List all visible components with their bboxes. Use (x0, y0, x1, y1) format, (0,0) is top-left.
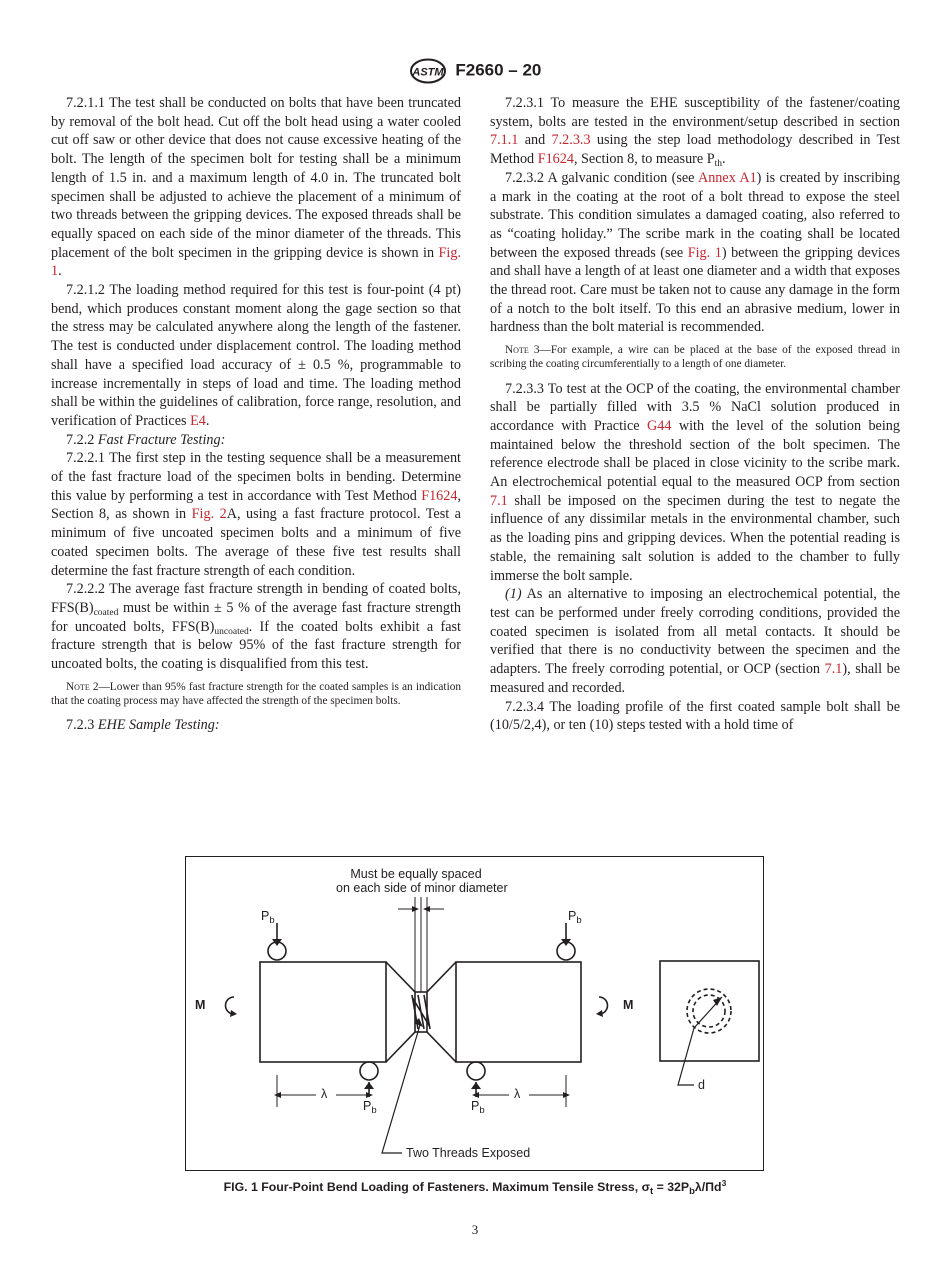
figure-caption: FIG. 1 Four-Point Bend Loading of Fasteners. Maximum Tensile Stress, $\sigma_t = 32P_b\lambda/\Pi d^3$ (223, 1178, 727, 1198)
label-moment-right: M (623, 998, 634, 1012)
left-grip-block (260, 962, 386, 1062)
left-column (51, 94, 461, 735)
label-pb-top-left: $P_b$ (261, 909, 275, 926)
para-7-2-1-1: 7.2.1.1 The test shall be conducted on bolts that have been truncated by removal of the bolt head. Cut off the bolt head using a water cooled cut off saw or other device that does not cause excessive heating of the bolt. The length of the specimen bolt for testing shall be a minimum length of 1.5 in. and a maximum length of 4.0 in. The truncated bolt specimen shall be adjusted to achieve the placement of a minimum of two threads between the gripping devices. The exposed threads shall be equally spaced on each side of the minor diameter of the threads. This placement of the bolt specimen in the gripping device is shown in Fig. 1. (51, 95, 461, 280)
label-lambda-left: λ (321, 1087, 328, 1101)
link-g44[interactable]: G44 (647, 417, 672, 434)
left-taper (386, 962, 415, 1062)
link-fig-2[interactable]: Fig. 2 (191, 506, 227, 523)
right-column (490, 94, 900, 735)
label-pb-bottom-right: $P_b$ (471, 1099, 485, 1116)
label-d: d (698, 1078, 705, 1092)
para-7-2-1-2: 7.2.1.2 The loading method required for this test is four-point (4 pt) bend, which produces constant moment along the gage section so that the stress may be calculated anywhere along the length of the fastener. The test is conducted under displacement control. The loading method shall have a specified load accuracy of ± 0.5 %, programmable to increase incrementally in steps of load and time. The loading method shall be within the guidelines of calibration, force range, resolution, and verification of Practices E4. (51, 282, 461, 429)
link-annex-a1[interactable]: Annex A1 (697, 169, 757, 186)
para-7-2-3-3-1: (1) As an alternative to imposing an electrochemical potential, the test can be performed under freely corroding conditions, provided the coated specimen is isolated from all metal contacts. It should be verified that there is no conductivity between the specimen and the adapters. The freely corroding potential, or OCP (section 7.1), shall be measured and recorded. (490, 586, 900, 696)
link-fig-1[interactable]: Fig. 1 (51, 244, 461, 280)
designation: F2660 – 20 (455, 60, 542, 80)
link-e4[interactable]: E4 (190, 412, 206, 429)
right-grip-block (456, 962, 581, 1062)
para-7-2-3-2: 7.2.3.2 A galvanic condition (see Annex A1) is created by inscribing a mark in the coating at the root of a bolt thread to expose the steel substrate. This condition simulates a damaged coating, also referred to as “coating holiday.” The scribe mark in the coating shall be located between the exposed threads (see Fig. 1) between the gripping devices and shall have a length of at least one diameter and a width that exposes the thread root. Care must be taken not to cause any damage in the form of a notch to the bolt itself. To this end an abrasive medium, lower in hardness than the bolt material is recommended. (490, 169, 900, 336)
right-taper (427, 962, 456, 1062)
para-7-2-2-1: 7.2.2.1 The first step in the testing sequence shall be a measurement of the fast fracture load of the specimen bolts in bending. Determine this value by performing a test in accordance with Test Method F1624, Section 8, as shown in Fig. 2A, using a fast fracture protocol. Test a minimum of five uncoated specimen bolts and a minimum of five coated specimen bolts. The average of these five test results shall determine the fast fracture strength of each condition. (51, 450, 461, 579)
label-moment-left: M (195, 998, 206, 1012)
four-point-bend-diagram (186, 857, 762, 1169)
link-f1624[interactable]: F1624 (537, 151, 574, 168)
figure-1 (185, 856, 764, 1171)
label-lambda-right: λ (514, 1087, 521, 1101)
page-number: 3 (471, 1222, 479, 1237)
svg-text:ASTM: ASTM (412, 66, 444, 79)
link-7-1[interactable]: 7.1 (490, 492, 508, 509)
label-pb-bottom-left: $P_b$ (363, 1099, 377, 1116)
note-3: Note 3—For example, a wire can be placed at the base of the exposed thread in scribing the coating circumferentially to a length of one diameter. (490, 344, 900, 371)
heading-7-2-3: 7.2.3 EHE Sample Testing: (66, 717, 220, 734)
page-header (0, 58, 950, 84)
para-7-2-2-2: 7.2.2.2 The average fast fracture strength in bending of coated bolts, $FFS(B)_{coated}$ must be within ± 5 % of the average fast fracture strength for uncoated bolts, $FFS(B)_{uncoated}$. If the coated bolts exhibit a fast fracture strength that is below 95% of the fast fracture strength for uncoated bolts, the coating is disqualified from this test. (51, 581, 461, 673)
label-two-threads: Two Threads Exposed (406, 1146, 531, 1160)
bottom-left-pin (360, 1062, 378, 1080)
link-7-1-1[interactable]: 7.1.1 (490, 132, 519, 149)
label-pb-top-right: $P_b$ (568, 909, 582, 926)
link-f1624[interactable]: F1624 (421, 487, 458, 504)
para-7-2-3-3: 7.2.3.3 To test at the OCP of the coating, the environmental chamber shall be partially filled with 3.5 % NaCl solution produced in accordance with Practice G44 with the level of the solution being maintained below the threshold section of the bolt specimen. The reference electrode shall be placed in close vicinity to the scribe mark. An electrochemical potential equal to the measured OCP from section 7.1 shall be imposed on the specimen during the test to negate the influence of any dissimilar metals in the environmental chamber, such as the loading pins and gripping devices. When the potential reading is stable, the remaining salt solution is added to the chamber to fully immerse the bolt sample. (490, 380, 900, 584)
bottom-right-pin (467, 1062, 485, 1080)
figure-label-spacing: Must be equally spaced on each side of minor diameter (336, 867, 508, 895)
astm-logo-icon (409, 58, 447, 84)
heading-7-2-2: 7.2.2 Fast Fracture Testing: (66, 431, 226, 448)
link-fig-1[interactable]: Fig. 1 (687, 244, 722, 261)
para-7-2-3-4: 7.2.3.4 The loading profile of the first coated sample bolt shall be (10/5/2,4), or ten (10) steps tested with a hold time of (490, 698, 900, 734)
link-7-1[interactable]: 7.1 (824, 661, 843, 678)
note-2: Note 2—Lower than 95% fast fracture strength for the coated samples is an indication that the coating process may have affected the strength of the specimen bolts. (51, 680, 461, 707)
link-7-2-3-3[interactable]: 7.2.3.3 (551, 132, 591, 149)
para-7-2-3-1: 7.2.3.1 To measure the EHE susceptibility of the fastener/coating system, bolts are tested in the environment/setup described in section 7.1.1 and 7.2.3.3 using the step load methodology described in Test Method F1624, Section 8, to measure $P_{th}$. (490, 95, 900, 170)
